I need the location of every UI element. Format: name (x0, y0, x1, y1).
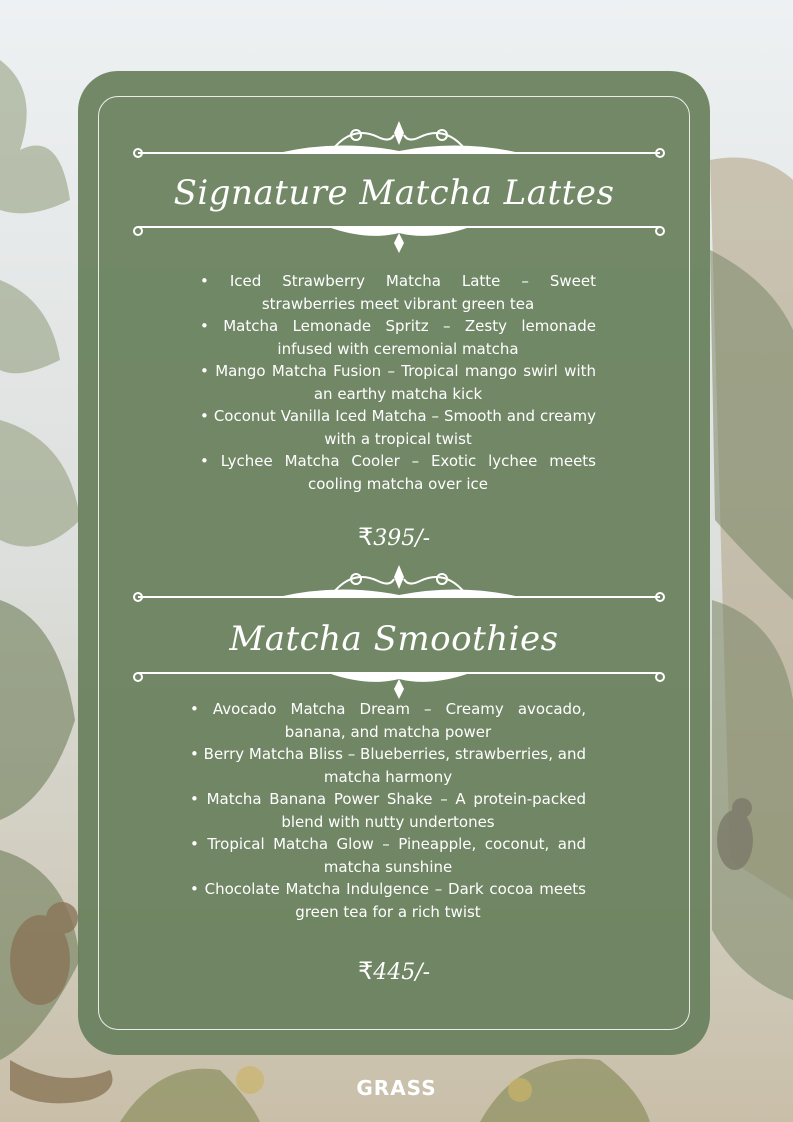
brand-logo: GRASS (356, 1076, 437, 1100)
list-item: • Tropical Matcha Glow – Pineapple, coconut, and matcha sunshine (190, 833, 586, 878)
list-item: • Lychee Matcha Cooler – Exotic lychee meets cooling matcha over ice (200, 450, 596, 495)
list-item: • Avocado Matcha Dream – Creamy avocado, banana, and matcha power (190, 698, 586, 743)
list-item: • Chocolate Matcha Indulgence – Dark cocoa meets green tea for a rich twist (190, 878, 586, 923)
lattes-list (200, 270, 596, 495)
price-value: 395/- (373, 526, 431, 551)
list-item: • Matcha Banana Power Shake – A protein-packed blend with nutty undertones (190, 788, 586, 833)
top-scroll-ornament-icon (128, 565, 670, 605)
menu-card (78, 71, 710, 1055)
list-item: • Berry Matcha Bliss – Blueberries, strawberries, and matcha harmony (190, 743, 586, 788)
bottom-scroll-ornament-icon (128, 219, 670, 259)
smoothies-list (190, 698, 586, 923)
section-title-lattes: Signature Matcha Lattes (173, 173, 615, 213)
rupee-symbol: ₹ (357, 957, 374, 985)
price-lattes (78, 523, 710, 551)
list-item: • Coconut Vanilla Iced Matcha – Smooth and creamy with a tropical twist (200, 405, 596, 450)
section-title-smoothies: Matcha Smoothies (229, 619, 559, 659)
rupee-symbol: ₹ (357, 523, 374, 551)
list-item: • Matcha Lemonade Spritz – Zesty lemonade infused with ceremonial matcha (200, 315, 596, 360)
price-value: 445/- (373, 960, 431, 985)
top-scroll-ornament-icon (128, 121, 670, 161)
price-smoothies (78, 957, 710, 985)
list-item: • Iced Strawberry Matcha Latte – Sweet strawberries meet vibrant green tea (200, 270, 596, 315)
list-item: • Mango Matcha Fusion – Tropical mango swirl with an earthy matcha kick (200, 360, 596, 405)
